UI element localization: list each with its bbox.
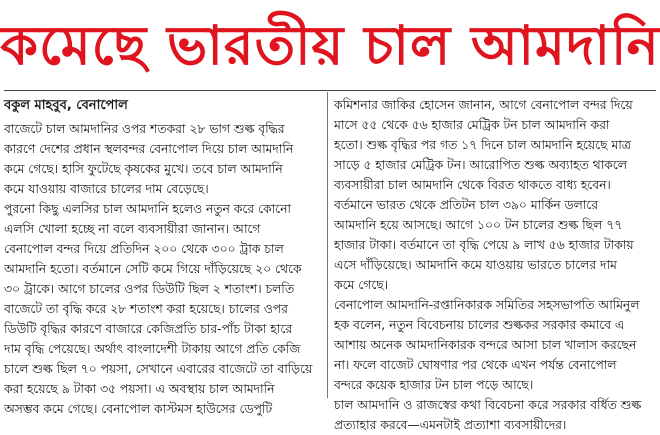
left-column bbox=[4, 95, 322, 419]
text-line: ৩০ ট্রাকে। আগে চালের ওপর ডিউটি ছিল ২ শতাংশ। চলতি bbox=[4, 282, 295, 296]
text-line: চাল আমদানি ও রাজস্বের কথা বিবেচনা করে সরকার বর্ধিত শুল্ক bbox=[334, 398, 642, 412]
text-line: আশায় অনেক আমদানিকারক বন্দরে আসা চাল খালাস করছেন bbox=[334, 338, 637, 352]
text-line: পুরনো কিছু এলসির চাল আমদানি হলেও নতুন করে কোনো bbox=[4, 202, 291, 216]
text-line: সাড়ে ৫ হাজার মেট্রিক টন। আরোপিত শুল্ক অব্যাহত থাকলে bbox=[334, 158, 627, 172]
text-line: ব্যবসায়ীরা চাল আমদানি থেকে বিরত থাকতে বাধ্য হবেন। bbox=[334, 178, 611, 192]
text-line: বেনাপোল আমদানি-রপ্তানিকারক সমিতির সহসভাপতি আমিনুল bbox=[334, 298, 640, 312]
byline: বকুল মাহবুব, বেনাপোল bbox=[4, 98, 128, 113]
text-line: বেনাপোল বন্দর দিয়ে প্রতিদিন ২০০ থেকে ৩০০ ট্রাক চাল bbox=[4, 242, 284, 256]
text-line: না। ফলে বাজেট ঘোষণার পর থেকে এখন পর্যন্ত বেনাপোল bbox=[334, 358, 617, 372]
text-line: এলসি খোলা হচ্ছে না বলে ব্যবসায়ীরা জানান। আগে bbox=[4, 222, 261, 236]
text-line: বর্তমানে ভারত থেকে প্রতিটন চাল ৩৯০ মার্কিন ডলারে bbox=[334, 198, 598, 212]
text-line: দাম বৃদ্ধি পেয়েছে। অর্থাৎ বাংলাদেশী টাকায় আগে প্রতি কেজি bbox=[4, 342, 301, 356]
text-line: বন্দরে কয়েক হাজার টন চাল পড়ে আছে। bbox=[334, 378, 534, 392]
text-line: ডিউটি বৃদ্ধির কারণে বাজারে কেজিপ্রতি চার-পাঁচ টাকা হারে bbox=[4, 322, 293, 336]
left-column-text bbox=[4, 119, 322, 419]
text-line: বাজেটে তা বৃদ্ধি করে ২৮ শতাংশ করা হয়েছে। চালের ওপর bbox=[4, 302, 288, 316]
headline: কমেছে ভারতীয় চাল আমদানি bbox=[0, 14, 660, 77]
headline-rule bbox=[4, 90, 656, 91]
text-line: করা হয়েছে ৯ টাকা ৩৫ পয়সা। এ অবস্থায় চাল আমদানি bbox=[4, 382, 275, 396]
column-divider bbox=[327, 92, 328, 398]
text-line: হতো। শুল্ক বৃদ্ধির পর গত ১৭ দিনে চাল আমদানি হয়েছে মাত্র bbox=[334, 138, 631, 152]
text-line: কমিশনার জাকির হোসেন জানান, আগে বেনাপোল বন্দর দিয়ে bbox=[334, 98, 633, 112]
text-line: এসে দাঁড়িয়েছে। আমদানি কমে যাওয়ায় ভারতে চালের দাম bbox=[334, 258, 617, 272]
text-line: প্রত্যাহার করবে—এমনটাই প্রত্যাশা ব্যবসায়ীদের। bbox=[334, 418, 567, 432]
text-line: কারণে দেশের প্রধান স্থলবন্দর বেনাপোল দিয়ে চাল আমদানি bbox=[4, 142, 294, 156]
text-line: বাজেটে চাল আমদানির ওপর শতকরা ২৮ ভাগ শুল্ক বৃদ্ধির bbox=[4, 122, 285, 136]
right-column bbox=[334, 95, 656, 435]
text-line: আমদানি হতো। বর্তমানে সেটি কমে গিয়ে দাঁড়িয়েছে ২০ থেকে bbox=[4, 262, 302, 276]
text-line: হাজার টাকা। বর্তমানে তা বৃদ্ধি পেয়ে ৯ লাখ ৫৬ হাজার টাকায় bbox=[334, 238, 634, 252]
text-line: চালে শুল্ক ছিল ৭০ পয়সা, সেখানে এবারের বাজেটে তা বাড়িয়ে bbox=[4, 362, 313, 376]
text-line: আমদানি হয়ে আসছে। আগে ১০০ টন চালের শুল্ক ছিল ৭৭ bbox=[334, 218, 623, 232]
text-line: কমে গেছে। bbox=[334, 278, 389, 292]
text-line: হক বলেন, নতুন বিবেচনায় চালের শুল্ককর সরকার কমাবে এ bbox=[334, 318, 625, 332]
right-column-text bbox=[334, 95, 656, 435]
text-line: কমে গেছে। হাসি ফুটেছে কৃষকের মুখে। তবে চাল আমদানি bbox=[4, 162, 283, 176]
text-line: কমে যাওয়ায় বাজারে চালের দাম বেড়েছে। bbox=[4, 182, 209, 196]
text-line: মাসে ৫৫ থেকে ৫৬ হাজার মেট্রিক টন চাল আমদানি করা bbox=[334, 118, 610, 132]
text-line: অসম্ভব কমে গেছে। বেনাপোল কাস্টমস হাউসের ডেপুটি bbox=[4, 402, 273, 416]
